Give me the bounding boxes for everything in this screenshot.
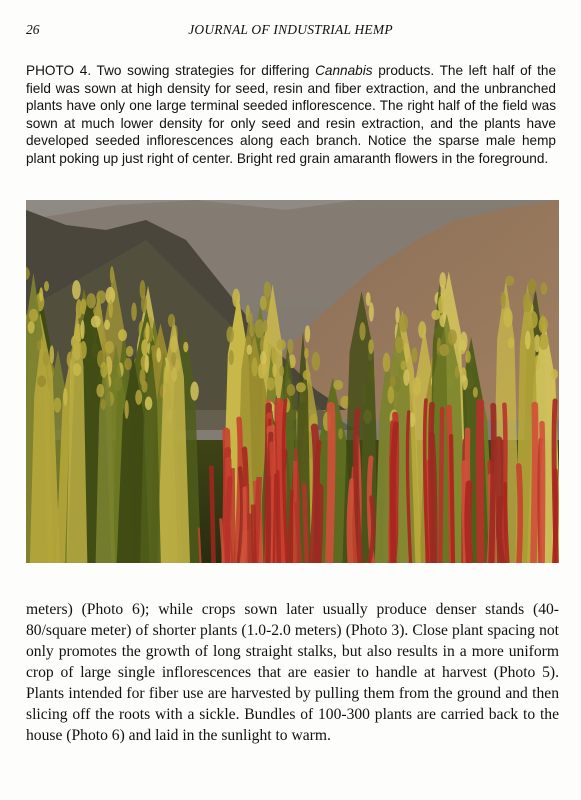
hemp-flower-spike	[135, 390, 142, 405]
hemp-flower-spike	[366, 292, 371, 306]
hemp-flower-spike	[76, 299, 82, 318]
hemp-flower-spike	[539, 316, 548, 333]
hemp-flower-spike	[264, 281, 272, 298]
hemp-flower-spike	[105, 341, 114, 354]
amaranth-flower	[491, 406, 494, 563]
hemp-flower-spike	[37, 340, 41, 351]
hemp-flower-spike	[63, 388, 67, 406]
hemp-flower-spike	[303, 370, 311, 380]
hemp-flower-spike	[465, 351, 471, 363]
journal-title: JOURNAL OF INDUSTRIAL HEMP	[188, 22, 393, 37]
hemp-flower-spike	[505, 276, 514, 286]
hemp-flower-spike	[141, 295, 147, 313]
hemp-flower-spike	[448, 329, 457, 345]
hemp-flower-spike	[100, 362, 107, 378]
amaranth-flower	[246, 530, 247, 563]
hemp-flower-spike	[86, 293, 96, 308]
hemp-flower-spike	[72, 280, 81, 299]
hemp-flower-spike	[399, 314, 408, 333]
hemp-flower-spike	[96, 290, 106, 303]
hemp-flower-spike	[258, 363, 265, 379]
amaranth-flower	[278, 470, 280, 563]
hemp-flower-spike	[333, 380, 343, 390]
amaranth-flower	[233, 468, 234, 563]
hemp-flower-spike	[403, 369, 409, 386]
body-paragraph: meters) (Photo 6); while crops sown later usually produce denser stands (40-80/square meter) of shorter plants (1.0-2.0 meters) (Photo 3). Close plant spacing not only promotes the growth of long straight stalks, but also results in a more uniform crop of large single inflorescences that are easier to handle at harvest (Photo 5). Plants intended for fiber use are harvested by pulling them from the ground and then slicing off the roots with a sickle. Bundles of 100-300 plants are carried back to the house (Photo 6) and laid in the sunlight to warm.	[26, 601, 559, 744]
hemp-flower-spike	[287, 384, 296, 396]
amaranth-flower	[253, 505, 254, 563]
amaranth-flower	[349, 481, 352, 563]
hemp-field-illustration	[26, 200, 559, 563]
caption-lead: PHOTO 4. Two sowing strategies for differing	[26, 63, 316, 78]
amaranth-flower	[519, 466, 520, 563]
amaranth-flower	[505, 484, 507, 563]
hemp-flower-spike	[418, 321, 426, 338]
hemp-flower-spike	[125, 400, 129, 419]
hemp-flower-spike	[124, 358, 132, 370]
hemp-flower-spike	[126, 346, 133, 357]
hemp-flower-spike	[369, 302, 374, 321]
hemp-flower-spike	[53, 397, 61, 412]
amaranth-flower	[542, 424, 543, 563]
hemp-flower-spike	[267, 377, 275, 390]
hemp-flower-spike	[171, 352, 176, 366]
caption-italic-term: Cannabis	[315, 63, 373, 78]
amaranth-flower	[554, 471, 556, 563]
hemp-flower-spike	[145, 355, 149, 373]
hemp-flower-spike	[171, 367, 177, 382]
hemp-flower-spike	[387, 386, 394, 404]
hemp-flower-spike	[508, 337, 514, 348]
hemp-flower-spike	[252, 357, 258, 376]
hemp-flower-spike	[279, 365, 284, 376]
hemp-flower-spike	[431, 310, 440, 320]
hemp-flower-spike	[226, 326, 233, 342]
hemp-flower-spike	[287, 339, 293, 354]
hemp-flower-spike	[43, 351, 49, 366]
amaranth-flower	[393, 424, 396, 563]
hemp-flower-spike	[255, 319, 265, 338]
hemp-flower-spike	[229, 350, 234, 365]
hemp-flower-spike	[145, 396, 153, 410]
hemp-flower-spike	[104, 320, 110, 330]
hemp-flower-spike	[260, 296, 267, 311]
amaranth-flower	[267, 476, 268, 563]
hemp-flower-spike	[141, 339, 148, 356]
amaranth-flower	[248, 484, 249, 563]
running-header	[26, 22, 555, 42]
hemp-flower-spike	[28, 321, 35, 334]
hemp-flower-spike	[170, 336, 178, 354]
hemp-flower-spike	[156, 348, 161, 363]
hemp-flower-spike	[390, 376, 396, 387]
hemp-flower-spike	[277, 339, 286, 351]
hemp-flower-spike	[368, 339, 373, 354]
amaranth-flower	[451, 436, 453, 563]
amaranth-flower	[329, 406, 331, 563]
hemp-flower-spike	[118, 329, 127, 341]
amaranth-flower	[468, 484, 470, 563]
hemp-flower-spike	[37, 375, 46, 387]
amaranth-flower	[304, 483, 306, 563]
hemp-flower-spike	[271, 347, 276, 364]
hemp-flower-spike	[525, 331, 531, 350]
amaranth-flower	[274, 474, 275, 563]
amaranth-flower	[431, 405, 433, 563]
hemp-flower-spike	[359, 322, 365, 340]
hemp-flower-spike	[401, 360, 407, 370]
hemp-flower-spike	[304, 348, 309, 359]
hemp-flower-spike	[145, 322, 149, 341]
amaranth-flower	[480, 403, 481, 563]
hemp-flower-spike	[383, 353, 391, 372]
hemp-flower-spike	[473, 387, 478, 398]
hemp-flower-spike	[503, 308, 512, 327]
hemp-flower-spike	[296, 382, 306, 392]
hemp-flower-spike	[91, 316, 101, 328]
amaranth-flower	[211, 466, 213, 563]
hemp-flower-spike	[500, 292, 505, 309]
amaranth-flower	[440, 409, 442, 563]
hemp-flower-spike	[338, 428, 343, 439]
hemp-flower-spike	[260, 351, 266, 365]
hemp-flower-spike	[96, 384, 104, 397]
hemp-flower-spike	[81, 320, 85, 339]
hemp-flower-spike	[232, 289, 240, 308]
hemp-flower-spike	[539, 333, 549, 350]
caption-rest: products. The left half of the field was sown at high density for seed, resin and fiber extraction, and the unbranched plants have only one large terminal seeded inflorescence. The right half of the field was sown at much lower density for only seed and resin extraction, and the plants have developed seeded inflorescences along each branch. Notice the sparse male hemp plant poking up just right of center. Bright red grain amaranth flowers in the foreground.	[26, 63, 557, 166]
hemp-flower-spike	[141, 381, 147, 393]
hemp-flower-spike	[305, 325, 310, 342]
page-number: 26	[26, 22, 40, 37]
hemp-field-photo	[26, 200, 559, 563]
hemp-flower-spike	[80, 341, 87, 359]
hemp-flower-spike	[551, 369, 558, 379]
hemp-flower-spike	[110, 266, 114, 284]
photo-caption	[26, 62, 556, 168]
hemp-flower-spike	[249, 323, 255, 337]
hemp-flower-spike	[395, 337, 404, 354]
hemp-flower-spike	[73, 363, 82, 376]
hemp-flower-spike	[168, 314, 175, 327]
hemp-flower-spike	[44, 281, 49, 291]
hemp-flower-spike	[39, 287, 43, 301]
hemp-flower-spike	[455, 366, 459, 379]
hemp-flower-spike	[190, 381, 198, 400]
hemp-flower-spike	[438, 296, 444, 314]
hemp-flower-spike	[312, 352, 321, 371]
amaranth-flower	[228, 526, 231, 563]
hemp-flower-spike	[541, 283, 548, 295]
hemp-flower-spike	[411, 347, 417, 363]
hemp-flower-spike	[37, 392, 42, 406]
amaranth-flower	[533, 405, 535, 563]
hemp-flower-spike	[523, 293, 532, 313]
amaranth-flower	[318, 487, 320, 563]
hemp-flower-spike	[528, 279, 537, 295]
hemp-flower-spike	[131, 302, 137, 321]
hemp-flower-spike	[263, 320, 268, 333]
hemp-flower-spike	[272, 363, 276, 377]
hemp-flower-spike	[247, 345, 252, 355]
hemp-flower-spike	[101, 399, 106, 410]
hemp-flower-spike	[109, 299, 113, 318]
hemp-flower-spike	[439, 344, 449, 356]
hemp-flower-spike	[29, 309, 38, 322]
hemp-flower-spike	[528, 311, 537, 329]
hemp-flower-spike	[183, 342, 188, 353]
